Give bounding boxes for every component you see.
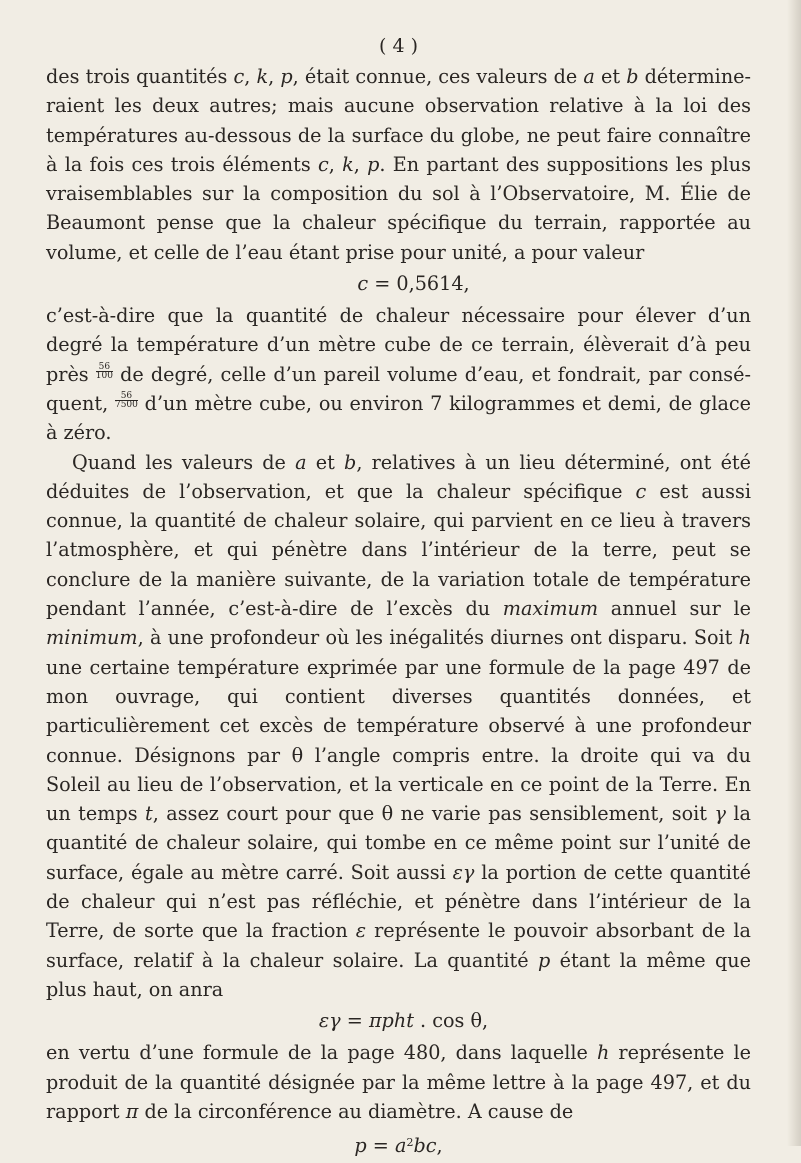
fraction-numerator: 56 — [96, 363, 113, 372]
italic-run: a — [295, 450, 307, 474]
italic-run: a — [394, 1134, 407, 1158]
text-run: la quantité de chaleur solaire, qui tombe en ce même point sur l’unité de surface, égale au mètre carré. Soit aussi — [46, 802, 751, 884]
paragraph — [46, 62, 751, 267]
text-run: d’un mètre cube, ou environ 7 kilogrammes et demi, de glace à zéro. — [46, 391, 751, 445]
text-run: , était connue, ces valeurs de — [292, 65, 584, 88]
text-run: = — [340, 1009, 369, 1033]
italic-run: a — [583, 65, 595, 88]
italic-run: γ — [714, 802, 726, 826]
text-run: , — [268, 65, 281, 88]
body-text — [46, 62, 751, 1163]
text-run: en vertu d’une formule de la page 480, dans laquelle — [46, 1041, 597, 1065]
fraction-numerator: 56 — [115, 392, 138, 401]
italic-run: πpht — [368, 1009, 414, 1033]
text-run: étant la même que plus haut, on anra — [46, 948, 752, 1001]
italic-run: c — [317, 152, 329, 176]
text-run: de degré, celle d’un pareil volume d’eau, et fondrait, par conséquent, — [46, 362, 751, 415]
fraction-denominator: 100 — [95, 370, 113, 381]
italic-run: π — [125, 1099, 139, 1123]
italic-run: h — [738, 626, 751, 650]
text-run: , assez court pour que θ ne varie pas sensiblement, soit — [152, 802, 715, 826]
text-run: représente le produit de la quantité désignée par la même lettre à la page 497, et du rapport — [46, 1041, 751, 1123]
page-number: ( 4 ) — [379, 35, 418, 57]
italic-run: c — [233, 65, 245, 88]
italic-run: c — [357, 272, 369, 296]
formula-specific-heat — [46, 267, 751, 301]
italic-run: t — [145, 802, 153, 826]
paragraph — [46, 301, 751, 447]
text-run: est aussi connue, la quantité de chaleur solaire, qui parvient en ce lieu à travers l’atmosphère, et qui pénètre dans l’intérieur de la terre, peut se conclure de la manière suivante, de la variation totale de température pendant l’année, c’est-à-dire de l’excès du — [46, 479, 751, 621]
fraction — [115, 392, 138, 409]
italic-run: εγ — [452, 860, 475, 884]
italic-run: k — [342, 152, 354, 176]
formula-absorbed-heat — [46, 1004, 751, 1038]
paragraph — [46, 448, 751, 1005]
italic-run: b — [626, 65, 639, 88]
text-run: = — [366, 1134, 395, 1158]
text-run: détermineraient les deux autres; mais aucune observation relative à la loi des températures au-dessous de la surface du globe, ne peut faire connaître à la fois ces trois éléments — [46, 65, 752, 176]
italic-run: k — [256, 65, 269, 88]
italic-run: p — [367, 152, 380, 176]
italic-run: minimum — [46, 626, 138, 650]
italic-run: p — [537, 948, 551, 972]
italic-run: bc — [413, 1134, 437, 1158]
fraction — [96, 363, 113, 380]
text-run: = 0,5614, — [368, 272, 470, 296]
text-run: et — [594, 65, 627, 88]
italic-run: b — [344, 450, 357, 474]
superscript: 2 — [406, 1136, 414, 1150]
italic-run: εγ — [318, 1009, 341, 1033]
text-run: , — [244, 65, 257, 88]
fraction-denominator: 7500 — [114, 399, 138, 410]
text-run: , relatives à un lieu déterminé, ont été déduites de l’observation, et que la chaleur spécifique — [46, 450, 751, 503]
italic-run: ε — [355, 919, 367, 943]
text-run: la portion de cette quantité de chaleur qui n’est pas réfléchie, et pénètre dans l’intérieur de la Terre, de sorte que la fraction — [46, 860, 751, 943]
text-run: des trois quantités — [46, 65, 234, 88]
formula-p — [46, 1126, 751, 1163]
text-run: , — [353, 152, 368, 176]
text-run: Quand les valeurs de — [72, 450, 296, 474]
text-run: c’est-à-dire que la quantité de chaleur nécessaire pour élever d’un degré la température d’un mètre cube de ce terrain, élèverait d’à peu près — [46, 304, 751, 386]
italic-run: c — [635, 479, 647, 503]
paragraph — [46, 1038, 751, 1126]
italic-run: p — [280, 65, 293, 88]
italic-run: h — [596, 1041, 610, 1065]
text-run: , à une profondeur où les inégalités diurnes ont disparu. Soit — [137, 626, 739, 650]
text-run: et — [306, 450, 345, 474]
text-run: de la circonférence au diamètre. A cause de — [138, 1099, 574, 1123]
text-run: , — [328, 152, 343, 176]
text-run: . cos θ, — [413, 1009, 489, 1033]
text-run: annuel sur le — [598, 597, 751, 621]
text-run: , — [436, 1134, 443, 1158]
text-run: représente le pouvoir absorbant de la surface, relatif à la chaleur solaire. La quantité — [46, 919, 751, 972]
italic-run: maximum — [502, 597, 599, 621]
text-run: . En partant des suppositions les plus vraisemblables sur la composition du sol à l’Observatoire, M. Élie de Beaumont pense que la chaleur spécifique du terrain, rapportée au volume, et celle de l’eau étant prise pour unité, a pour valeur — [46, 152, 751, 264]
text-run: une certaine température exprimée par une formule de la page 497 de mon ouvrage, qui contient diverses quantités données, et particulièrement cet excès de température observé à une profondeur connue. Désignons par θ l’angle compris entre. la droite qui va du Soleil au lieu de l’observation, et la verticale en ce point de la Terre. En un temps — [46, 655, 751, 826]
italic-run: p — [354, 1134, 367, 1158]
